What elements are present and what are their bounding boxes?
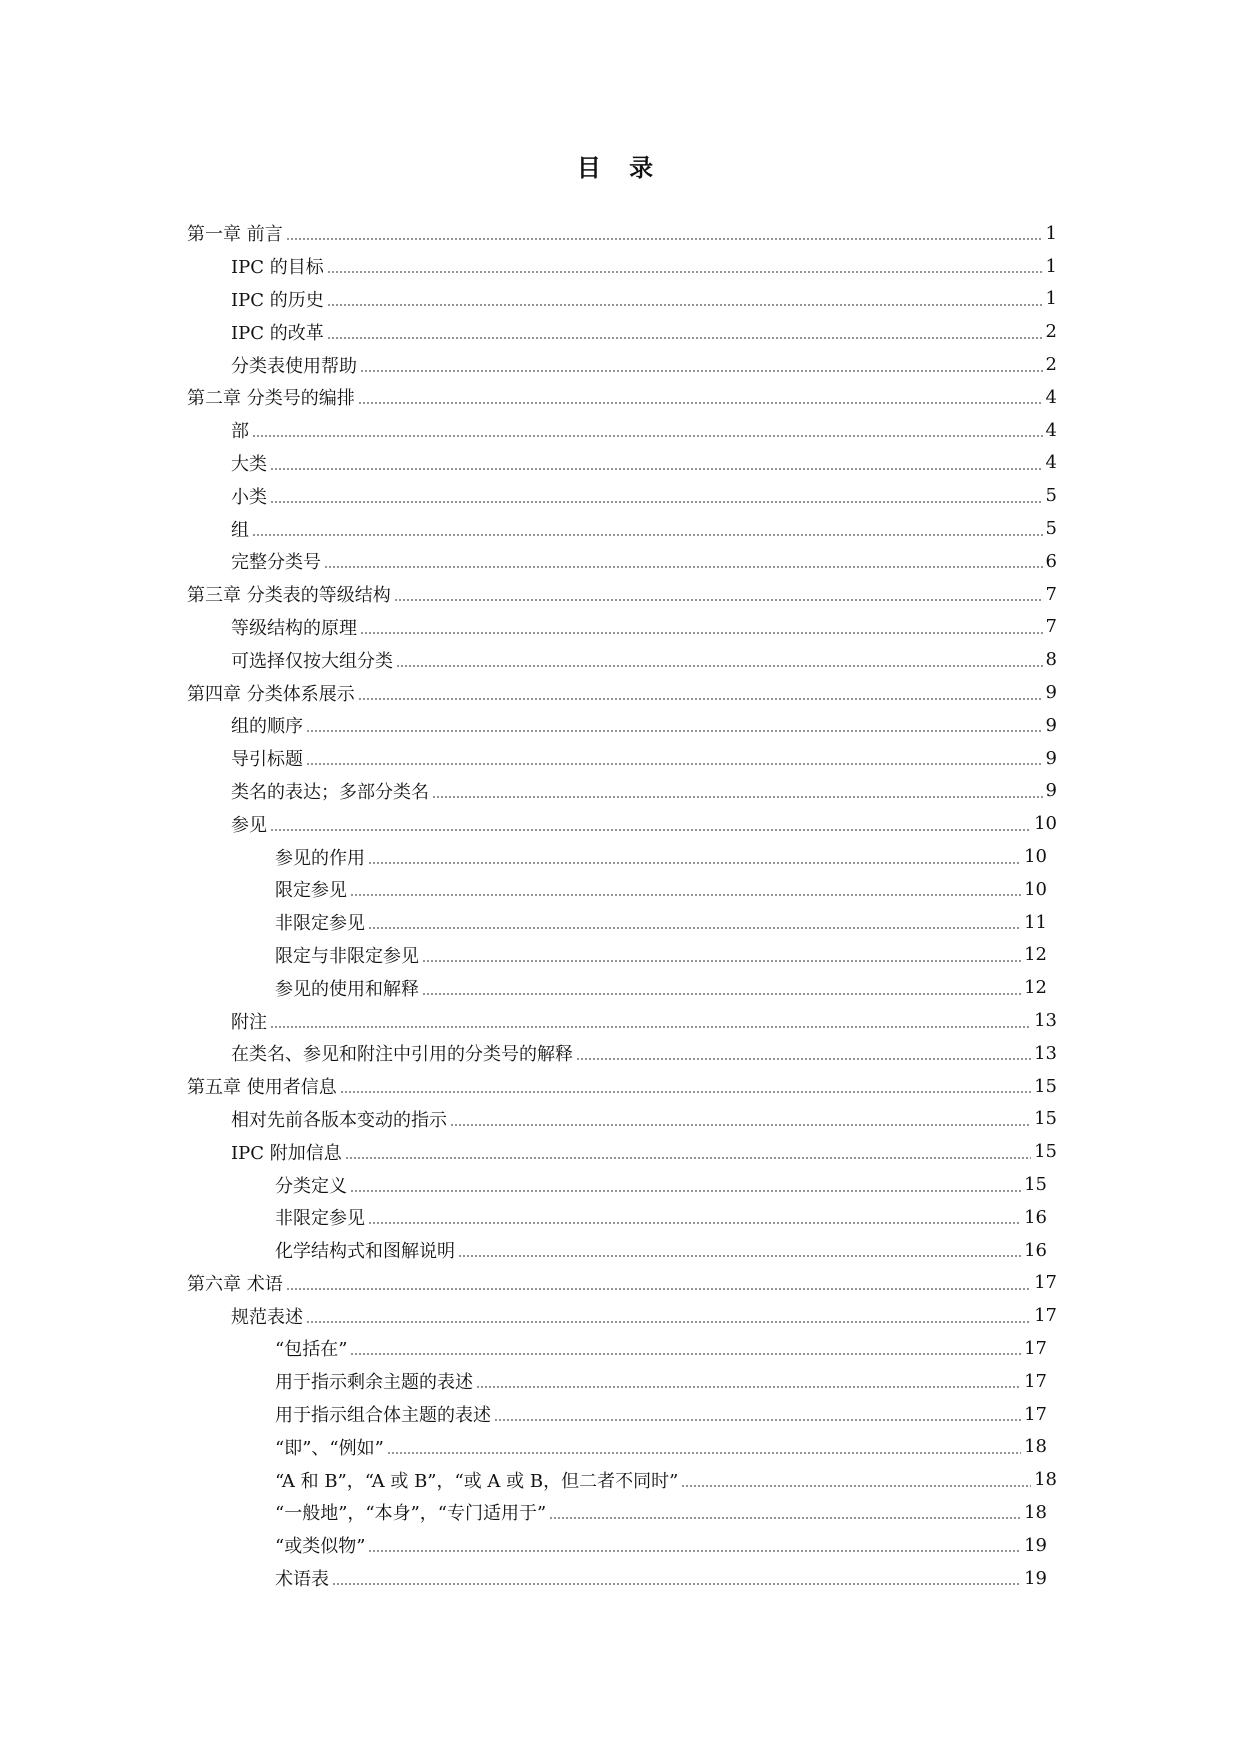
- toc-page-number: 17: [1024, 1403, 1047, 1425]
- toc-dot-leader: [681, 1485, 1031, 1487]
- toc-entry-label: 组的顺序: [231, 716, 303, 738]
- toc-dot-leader: [360, 632, 1043, 634]
- toc-chapter-entry[interactable]: [187, 578, 1057, 611]
- page-title: 目 录: [576, 153, 664, 182]
- toc-dot-leader: [368, 862, 1021, 864]
- toc-entry-label: 第四章 分类体系展示: [187, 683, 355, 705]
- toc-entry-label: 等级结构的原理: [231, 617, 357, 639]
- toc-page-number: 8: [1045, 649, 1057, 671]
- toc-page-number: 15: [1024, 1174, 1047, 1195]
- toc-subsection-entry[interactable]: [187, 971, 1057, 1004]
- toc-entry-label: 类名的表达；多部分类名: [231, 781, 429, 803]
- toc-entry-label: 参见的使用和解释: [275, 978, 419, 1000]
- toc-dot-leader: [494, 1419, 1021, 1421]
- toc-section-entry[interactable]: [187, 250, 1057, 283]
- toc-dot-leader: [350, 1353, 1021, 1355]
- toc-entry-label: 限定参见: [275, 880, 347, 902]
- toc-entry-label: 附注: [231, 1011, 267, 1033]
- toc-section-entry[interactable]: [187, 479, 1057, 512]
- toc-entry-label: 非限定参见: [275, 1208, 365, 1230]
- toc-dot-leader: [368, 927, 1021, 929]
- toc-section-entry[interactable]: [187, 1037, 1057, 1070]
- toc-entry-label: “A 和 B”，“A 或 B”，“或 A 或 B，但二者不同时”: [275, 1470, 679, 1492]
- toc-dot-leader: [324, 566, 1043, 568]
- toc-subsection-entry[interactable]: [187, 1496, 1057, 1529]
- toc-dot-leader: [476, 1386, 1021, 1388]
- toc-page-number: 11: [1024, 911, 1047, 933]
- toc-entry-label: 大类: [231, 453, 267, 475]
- toc-dot-leader: [327, 304, 1043, 306]
- toc-entry-label: 参见: [231, 814, 267, 836]
- toc-entry-label: 第二章 分类号的编排: [187, 388, 355, 410]
- toc-page-number: 15: [1034, 1141, 1057, 1163]
- toc-subsection-entry[interactable]: [187, 873, 1057, 906]
- toc-dot-leader: [576, 1058, 1031, 1060]
- toc-page-number: 18: [1024, 1436, 1047, 1458]
- toc-section-entry[interactable]: [187, 512, 1057, 545]
- toc-section-entry[interactable]: [187, 348, 1057, 381]
- toc-page-number: 12: [1024, 944, 1047, 966]
- toc-dot-leader: [387, 1452, 1021, 1454]
- toc-entry-label: 可选择仅按大组分类: [231, 650, 393, 672]
- toc-page-number: 1: [1045, 222, 1057, 244]
- toc-section-entry[interactable]: [187, 709, 1057, 742]
- toc-subsection-entry[interactable]: [187, 1365, 1057, 1398]
- toc-dot-leader: [252, 534, 1043, 536]
- toc-subsection-entry[interactable]: [187, 1168, 1057, 1201]
- toc-page-number: 10: [1034, 813, 1057, 835]
- toc-dot-leader: [422, 960, 1021, 962]
- toc-section-entry[interactable]: [187, 447, 1057, 480]
- toc-entry-label: 第六章 术语: [187, 1273, 283, 1295]
- toc-page-number: 17: [1024, 1370, 1047, 1392]
- toc-section-entry[interactable]: [187, 611, 1057, 644]
- toc-entry-label: 组: [231, 519, 249, 541]
- toc-section-entry[interactable]: [187, 315, 1057, 348]
- toc-dot-leader: [396, 665, 1043, 667]
- toc-entry-label: “包括在”: [275, 1339, 348, 1361]
- toc-page-number: 1: [1045, 255, 1057, 277]
- toc-entry-label: 化学结构式和图解说明: [275, 1241, 455, 1263]
- toc-entry-label: 第一章 前言: [187, 224, 283, 246]
- toc-dot-leader: [450, 1124, 1031, 1126]
- toc-dot-leader: [360, 370, 1043, 372]
- toc-dot-leader: [270, 501, 1043, 503]
- toc-dot-leader: [358, 402, 1043, 404]
- toc-page-number: 1: [1045, 288, 1057, 310]
- toc-entry-label: 非限定参见: [275, 913, 365, 935]
- toc-page-number: 19: [1024, 1567, 1047, 1589]
- toc-entry-label: 完整分类号: [231, 552, 321, 574]
- toc-dot-leader: [252, 435, 1043, 437]
- toc-page-number: 4: [1045, 419, 1057, 441]
- toc-subsection-entry[interactable]: [187, 1201, 1057, 1234]
- toc-entry-label: IPC 的改革: [231, 322, 324, 344]
- toc-entry-label: 参见的作用: [275, 847, 365, 869]
- toc-page-number: 15: [1034, 1108, 1057, 1130]
- toc-page-number: 10: [1024, 878, 1047, 900]
- toc-dot-leader: [358, 698, 1043, 700]
- toc-page-number: 12: [1024, 977, 1047, 999]
- toc-page-number: 6: [1045, 550, 1057, 572]
- toc-page-number: 17: [1034, 1272, 1057, 1294]
- toc-page-number: 10: [1024, 846, 1047, 868]
- toc-subsection-entry[interactable]: [187, 1463, 1057, 1496]
- toc-section-entry[interactable]: [187, 545, 1057, 578]
- toc-dot-leader: [368, 1222, 1021, 1224]
- toc-section-entry[interactable]: [187, 643, 1057, 676]
- toc-section-entry[interactable]: [187, 1299, 1057, 1332]
- toc-chapter-entry[interactable]: [187, 381, 1057, 414]
- toc-entry-label: 第五章 使用者信息: [187, 1077, 337, 1099]
- toc-dot-leader: [270, 468, 1043, 470]
- toc-entry-label: IPC 的历史: [231, 289, 324, 311]
- toc-dot-leader: [432, 796, 1043, 798]
- toc-subsection-entry[interactable]: [187, 1398, 1057, 1431]
- toc-page-number: 4: [1045, 386, 1057, 408]
- toc-page-number: 16: [1024, 1206, 1047, 1228]
- toc-dot-leader: [327, 337, 1043, 339]
- toc-dot-leader: [327, 271, 1043, 273]
- toc-page-number: 5: [1045, 485, 1057, 507]
- toc-dot-leader: [368, 1550, 1021, 1552]
- toc-entry-label: 限定与非限定参见: [275, 945, 419, 967]
- toc-entry-label: 用于指示组合体主题的表述: [275, 1405, 491, 1427]
- toc-subsection-entry[interactable]: [187, 840, 1057, 873]
- toc-page-number: 2: [1045, 321, 1057, 343]
- toc-page-number: 18: [1034, 1469, 1057, 1491]
- toc-subsection-entry[interactable]: [187, 906, 1057, 939]
- toc-section-entry[interactable]: [187, 283, 1057, 316]
- toc-entry-label: 在类名、参见和附注中引用的分类号的解释: [231, 1044, 573, 1066]
- toc-page-number: 9: [1045, 747, 1057, 769]
- toc-page-number: 9: [1045, 682, 1057, 704]
- toc-entry-label: IPC 附加信息: [231, 1142, 342, 1164]
- toc-dot-leader: [270, 1026, 1031, 1028]
- toc-entry-label: 用于指示剩余主题的表述: [275, 1372, 473, 1394]
- toc-dot-leader: [306, 763, 1043, 765]
- toc-dot-leader: [458, 1255, 1021, 1257]
- table-of-contents: [187, 217, 1057, 1594]
- toc-entry-label: IPC 的目标: [231, 257, 324, 279]
- toc-chapter-entry[interactable]: [187, 1267, 1057, 1300]
- toc-dot-leader: [332, 1583, 1021, 1585]
- toc-dot-leader: [286, 1288, 1031, 1290]
- toc-entry-label: 分类表使用帮助: [231, 355, 357, 377]
- toc-section-entry[interactable]: [187, 807, 1057, 840]
- toc-section-entry[interactable]: [187, 742, 1057, 775]
- toc-section-entry[interactable]: [187, 414, 1057, 447]
- toc-page-number: 15: [1034, 1075, 1057, 1097]
- toc-section-entry[interactable]: [187, 1004, 1057, 1037]
- toc-section-entry[interactable]: [187, 775, 1057, 808]
- toc-dot-leader: [345, 1157, 1031, 1159]
- toc-entry-label: 第三章 分类表的等级结构: [187, 585, 391, 607]
- toc-entry-label: 术语表: [275, 1569, 329, 1591]
- toc-subsection-entry[interactable]: [187, 1332, 1057, 1365]
- toc-dot-leader: [350, 1190, 1021, 1192]
- toc-chapter-entry[interactable]: [187, 1070, 1057, 1103]
- toc-section-entry[interactable]: [187, 1135, 1057, 1168]
- toc-page-number: 17: [1034, 1305, 1057, 1327]
- toc-page-number: 4: [1045, 452, 1057, 474]
- toc-entry-label: 规范表述: [231, 1306, 303, 1328]
- toc-page-number: 13: [1034, 1042, 1057, 1064]
- toc-dot-leader: [549, 1517, 1021, 1519]
- toc-page-number: 18: [1024, 1501, 1047, 1523]
- toc-entry-label: “即”、“例如”: [275, 1437, 384, 1459]
- toc-dot-leader: [340, 1091, 1031, 1093]
- toc-page-number: 7: [1045, 583, 1057, 605]
- toc-entry-label: 导引标题: [231, 749, 303, 771]
- toc-entry-label: 小类: [231, 486, 267, 508]
- toc-dot-leader: [306, 730, 1043, 732]
- toc-entry-label: 分类定义: [275, 1175, 347, 1197]
- toc-entry-label: 部: [231, 421, 249, 443]
- toc-page-number: 9: [1045, 780, 1057, 802]
- toc-page-number: 9: [1045, 714, 1057, 736]
- toc-subsection-entry[interactable]: [187, 1430, 1057, 1463]
- toc-dot-leader: [270, 829, 1031, 831]
- toc-subsection-entry[interactable]: [187, 1529, 1057, 1562]
- toc-chapter-entry[interactable]: [187, 676, 1057, 709]
- toc-subsection-entry[interactable]: [187, 1234, 1057, 1267]
- toc-page-number: 5: [1045, 518, 1057, 540]
- toc-entry-label: “或类似物”: [275, 1536, 366, 1558]
- toc-entry-label: “一般地”，“本身”，“专门适用于”: [275, 1503, 547, 1525]
- toc-page-number: 13: [1034, 1010, 1057, 1032]
- toc-page-number: 7: [1045, 616, 1057, 638]
- toc-page-number: 19: [1024, 1534, 1047, 1556]
- toc-section-entry[interactable]: [187, 1103, 1057, 1136]
- toc-page-number: 16: [1024, 1239, 1047, 1261]
- toc-subsection-entry[interactable]: [187, 1562, 1057, 1595]
- toc-page-number: 2: [1045, 354, 1057, 376]
- toc-dot-leader: [394, 599, 1043, 601]
- toc-entry-label: 相对先前各版本变动的指示: [231, 1109, 447, 1131]
- toc-page-number: 17: [1024, 1337, 1047, 1359]
- toc-subsection-entry[interactable]: [187, 939, 1057, 972]
- toc-dot-leader: [286, 238, 1043, 240]
- toc-dot-leader: [306, 1321, 1031, 1323]
- toc-dot-leader: [422, 993, 1021, 995]
- toc-dot-leader: [350, 894, 1021, 896]
- toc-chapter-entry[interactable]: [187, 217, 1057, 250]
